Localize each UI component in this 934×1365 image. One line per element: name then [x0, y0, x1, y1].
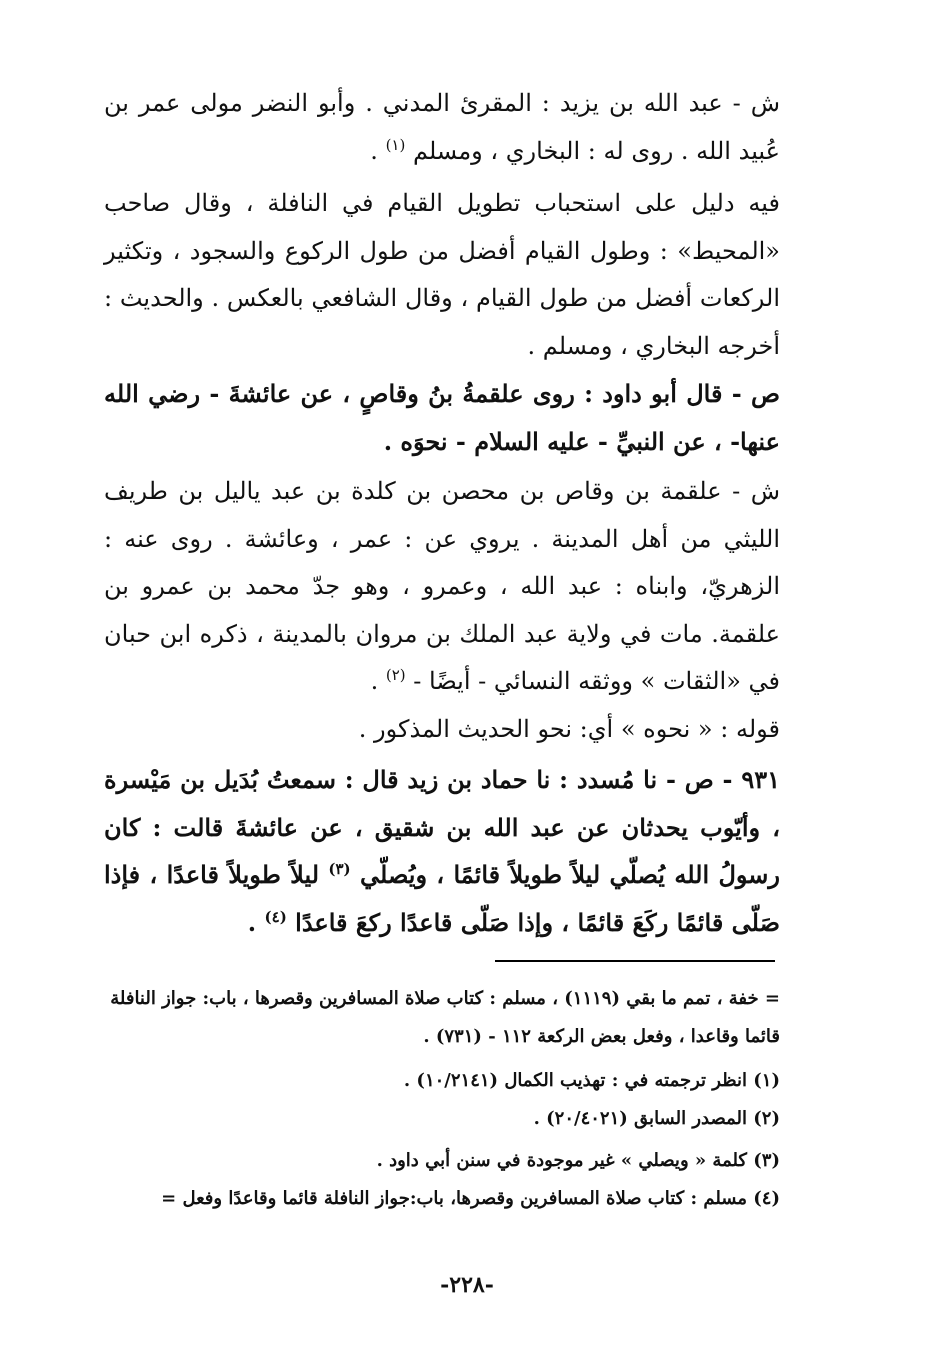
- paragraph-text: ش - عبد الله بن يزيد : المقرئ المدني . وأبو النضر مولى عمر بن عُبيد الله . روى له : البخاري ، ومسلم: [104, 89, 780, 165]
- footnote-1: (١) انظر ترجمته في : تهذيب الكمال (١٠/٢١٤١) .: [403, 1070, 780, 1091]
- paragraph-tail: .: [247, 907, 265, 937]
- paragraph-commentary: [104, 180, 780, 370]
- paragraph-tail: .: [370, 667, 386, 696]
- footnote-ref[interactable]: (٣): [328, 860, 351, 879]
- paragraph-narrator-note: [104, 80, 780, 175]
- paragraph-text: ٩٣١ - ص - نا مُسدد : نا حماد بن زيد قال : سمعتُ بُدَيل بن مَيْسرة ، وأيّوب يحدثان عن عبد الله بن شقيق ، عن عائشةَ قالت : كان رسولُ الله يُصلّي ليلاً طويلاً قائمًا ، ويُصلّي: [104, 765, 781, 890]
- paragraph-text: فيه دليل على استحباب تطويل القيام في النافلة ، وقال صاحب «المحيط» : وطول القيام أفضل من طول الركوع والسجود ، وتكثير الركعات أفضل من طول القيام ، وقال الشافعي بالعكس . والحديث : أخرجه البخاري ، ومسلم .: [104, 189, 780, 360]
- paragraph-text: قوله : « نحوه » أي: نحو الحديث المذكور .: [358, 715, 780, 743]
- paragraph-hadith-text: [104, 370, 780, 465]
- paragraph-explanation: [104, 706, 780, 754]
- footnote-ref[interactable]: (٢): [385, 666, 406, 685]
- footnote-2: (٢) المصدر السابق (٢٠/٤٠٢١) .: [533, 1108, 780, 1129]
- paragraph-text: ش - علقمة بن وقاص بن محصن بن كلدة بن عبد ياليل بن طريف الليثي من أهل المدينة . يروي عن : عمر ، وعائشة . روى عنه : الزهريّ، وابناه : عبد الله ، وعمرو ، وهو جدّ محمد بن عمرو بن علقمة. مات في ولاية عبد الملك بن مروان بالمدينة ، ذكره ابن حبان في «الثقات » ووثقه النسائي - أيضًا -: [104, 477, 780, 696]
- footnote-ref[interactable]: (١): [385, 135, 406, 154]
- paragraph-text: ص - قال أبو داود : روى علقمةُ بنُ وقاصٍ ، عن عائشةَ - رضي الله عنها- ، عن النبيِّ - عليه السلام - نحوَه .: [104, 379, 780, 456]
- paragraph-text-cont: ليلاً طويلاً قاعدًا ، فإذا صَلّى قائمًا ركَعَ قائمًا ، وإذا صَلّى قاعدًا ركعَ قاعدًا: [104, 860, 780, 937]
- footnote-4: (٤) مسلم : كتاب صلاة المسافرين وقصرها، باب:جواز النافلة قائما وقاعدًا وفعل =: [161, 1188, 780, 1209]
- page-number: -٢٢٨-: [440, 1272, 494, 1298]
- footnote-3: (٣) كلمة « ويصلي » غير موجودة في سنن أبي داود .: [376, 1150, 780, 1171]
- footnote-ref[interactable]: (٤): [264, 907, 287, 926]
- footnote-continuation: = خفة ، تمم ما بقي (١١١٩) ، مسلم : كتاب صلاة المسافرين وقصرها ، باب: جواز النافلة قائما وقاعدا ، وفعل بعض الركعة ١١٢ - (٧٣١) .: [110, 988, 780, 1047]
- paragraph-narrator-bio: [104, 468, 780, 706]
- paragraph-hadith-931: [104, 756, 780, 946]
- paragraph-tail: .: [370, 136, 386, 165]
- footnote-divider: [495, 960, 775, 962]
